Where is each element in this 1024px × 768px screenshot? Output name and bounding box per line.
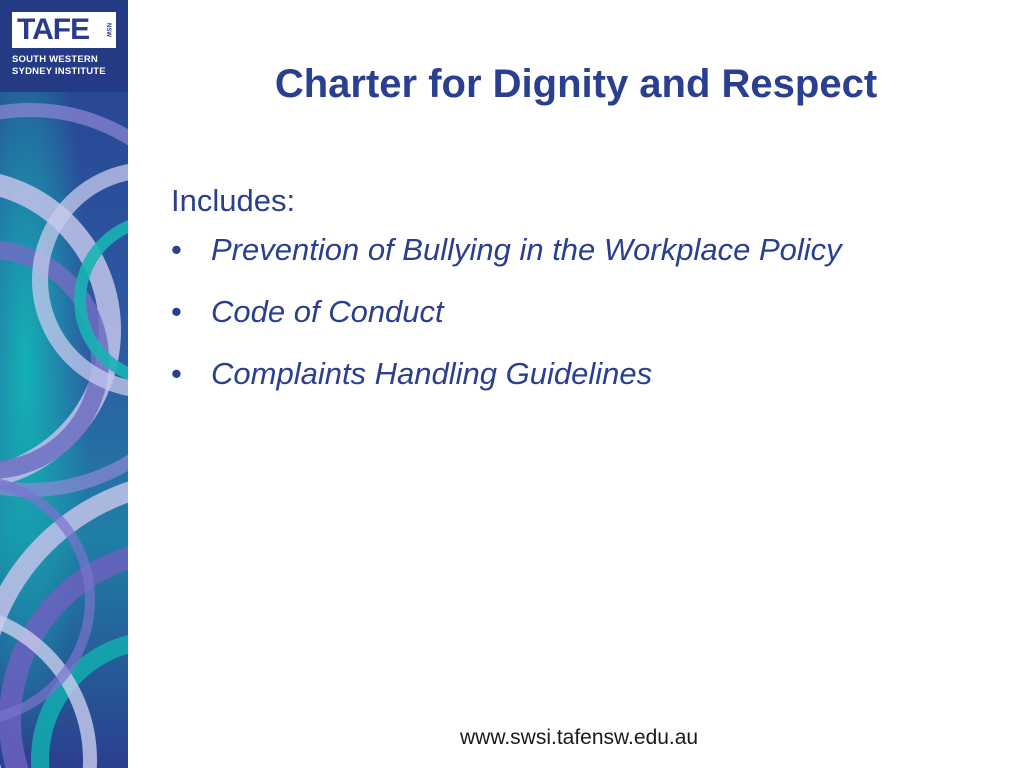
decorative-sidebar (0, 0, 128, 768)
bullet-dot-icon: • (171, 294, 182, 329)
footer-url: www.swsi.tafensw.edu.au (460, 726, 699, 749)
slide-title: Charter for Dignity and Respect (274, 62, 878, 106)
logo-block (0, 0, 128, 92)
bullet-dot-icon: • (171, 356, 182, 391)
intro-text: Includes: (171, 183, 296, 218)
logo-subtitle-line1: SOUTH WESTERN (12, 54, 98, 65)
tafe-logo (12, 12, 116, 48)
logo-wordmark: TAFE (17, 13, 90, 46)
list-item-text: Code of Conduct (211, 294, 444, 329)
list-item-text: Prevention of Bullying in the Workplace Policy (211, 232, 842, 267)
logo-nsw-mark (104, 16, 112, 44)
swirl-graphic (0, 0, 128, 768)
logo-subtitle-line2: SYDNEY INSTITUTE (12, 66, 106, 77)
logo-nsw-label: NSW (105, 23, 111, 37)
bullet-dot-icon: • (171, 232, 182, 267)
list-item-text: Complaints Handling Guidelines (211, 356, 653, 391)
